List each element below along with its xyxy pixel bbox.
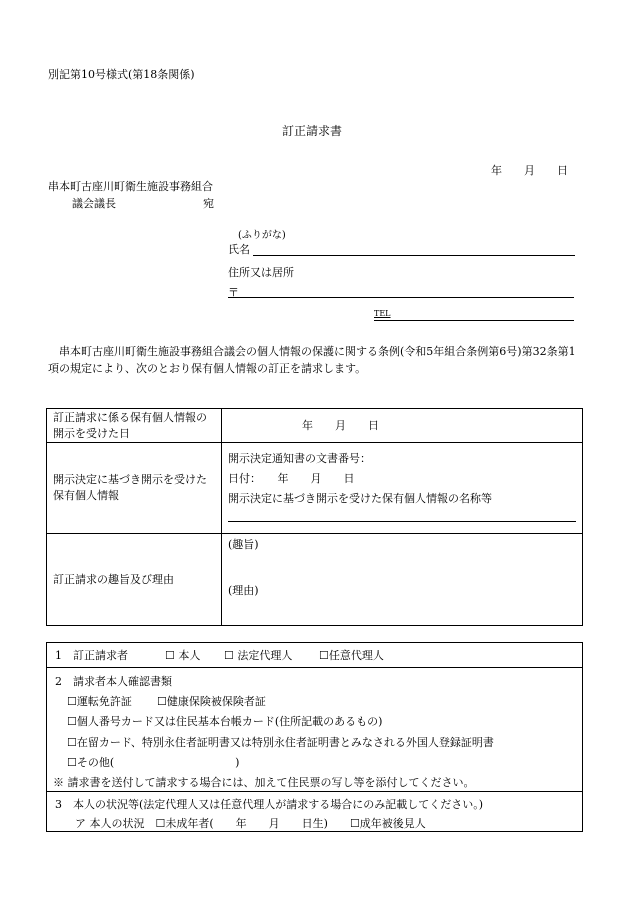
section-divider — [47, 791, 582, 792]
name-field[interactable] — [253, 255, 575, 256]
request-date[interactable]: 年 月 日 — [491, 164, 568, 177]
tel-field[interactable] — [374, 320, 574, 321]
form-reference: 別記第10号様式(第18条関係) — [48, 68, 195, 81]
section1-title: 1 訂正請求者 — [55, 649, 128, 662]
address-label: 住所又は居所 — [228, 266, 294, 279]
request-statement: 串本町古座川町衛生施設事務組合議会の個人情報の保護に関する条例(令和5年組合条例第6号)第32条第1項の規定により、次のとおり保有個人情報の訂正を請求します。 — [48, 345, 576, 375]
checkbox-health-insurance[interactable]: ☐健康保険被保険者証 — [157, 695, 266, 708]
checkbox-drivers-license[interactable]: ☐運転免許証 — [67, 695, 132, 708]
document-title: 訂正請求書 — [282, 124, 343, 138]
checkbox-residence-card[interactable]: ☐在留カード、特別永住者証明書又は特別永住者証明書とみなされる外国人登録証明書 — [67, 736, 494, 749]
purpose-label: (趣旨) — [228, 538, 259, 551]
name-label: 氏名 — [228, 243, 250, 256]
address-field[interactable] — [228, 297, 574, 298]
disclosed-info-label: 開示決定に基づき開示を受けた保有個人情報 — [47, 443, 222, 534]
correction-reason-cell[interactable] — [222, 534, 583, 626]
notice-date: 日付： 年 月 日 — [228, 472, 355, 485]
correction-reason-label: 訂正請求の趣旨及び理由 — [47, 534, 222, 626]
disclosure-date-value: 年 月 日 — [302, 418, 379, 432]
disclosed-info-cell[interactable] — [222, 443, 583, 534]
addressee-person: 議会議長 — [72, 197, 116, 210]
section2-title: 2 請求者本人確認書類 — [55, 675, 172, 688]
checkbox-legal-agent[interactable]: ☐ 法定代理人 — [224, 649, 293, 662]
disclosure-date-label: 訂正請求に係る保有個人情報の開示を受けた日 — [47, 409, 222, 443]
principal-status-line[interactable]: ア 本人の状況 ☐未成年者( 年 月 日生) ☐成年被後見人 — [75, 817, 426, 830]
disclosure-date-cell[interactable] — [222, 409, 583, 443]
checkbox-my-number-card[interactable]: ☐個人番号カード又は住民基本台帳カード(住所記載のあるもの) — [67, 715, 383, 728]
addressee-suffix: 宛 — [203, 197, 214, 210]
section-divider — [47, 667, 582, 668]
disclosed-info-name: 開示決定に基づき開示を受けた保有個人情報の名称等 — [228, 492, 492, 505]
postal-mark: 〒 — [228, 286, 239, 299]
checkbox-principal[interactable]: ☐ 本人 — [165, 649, 201, 662]
mailing-note: ※ 請求書を送付して請求する場合には、加えて住民票の写し等を添付してください。 — [53, 776, 475, 789]
disclosed-info-name-line — [228, 521, 576, 522]
requester-section — [46, 642, 583, 832]
notice-doc-number: 開示決定通知書の文書番号： — [228, 452, 371, 465]
checkbox-other[interactable]: ☐その他( ) — [67, 756, 240, 769]
request-detail-table — [46, 408, 583, 626]
section3-title: 3 本人の状況等(法定代理人又は任意代理人が請求する場合にのみ記載してください。) — [55, 798, 484, 811]
furigana-label: (ふりがな) — [238, 230, 286, 241]
checkbox-voluntary-agent[interactable]: ☐任意代理人 — [319, 649, 384, 662]
tel-mark: TEL — [374, 309, 391, 318]
reason-label: (理由) — [228, 584, 259, 597]
addressee-org: 串本町古座川町衛生施設事務組合 — [48, 180, 213, 193]
